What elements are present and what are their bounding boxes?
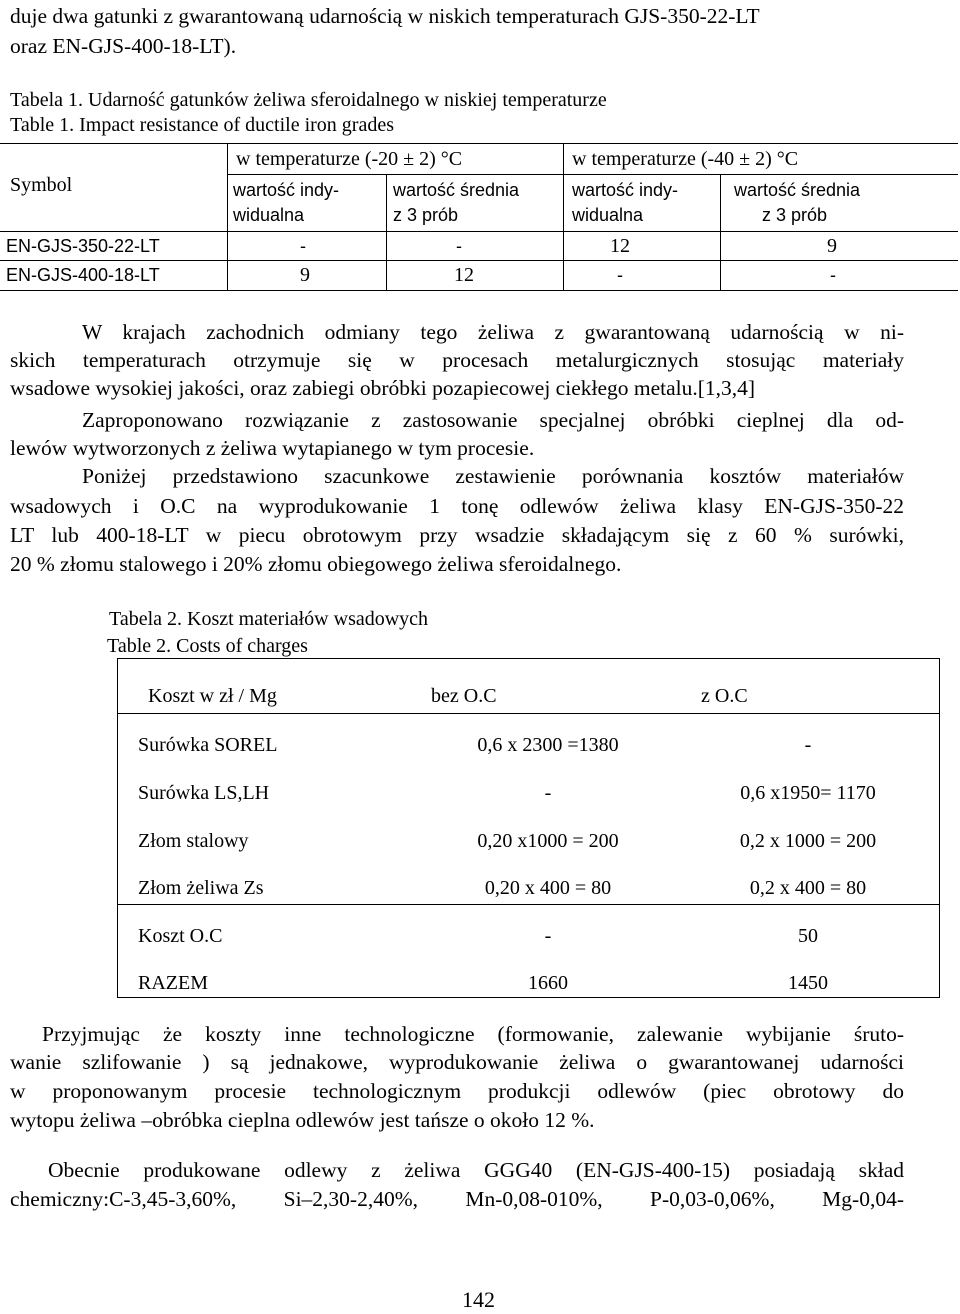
table2-row-4-with: 0,2 x 400 = 80 xyxy=(749,877,867,899)
table2-row-1-label: Surówka SOREL xyxy=(138,734,278,756)
table1-row-2-v1: 9 xyxy=(300,264,310,286)
table1-row-1-v4: 9 xyxy=(827,235,837,257)
para4-line-3: w proponowanym procesie technologicznym produkcji odlewów (piec obrotowy do xyxy=(10,1079,904,1103)
table2-row-5-without: - xyxy=(544,925,552,947)
table2-row-3-label: Złom stalowy xyxy=(138,830,249,852)
table2-row-2-label: Surówka LS,LH xyxy=(138,782,270,804)
table1-row-1-symbol: EN-GJS-350-22-LT xyxy=(6,236,160,256)
sub-header-individual-2: wartość indy- xyxy=(572,180,679,200)
para5-line-2: chemiczny:C-3,45-3,60%, Si–2,30-2,40%, Mn-0,08-010%, P-0,03-0,06%, Mg-0,04- xyxy=(10,1187,904,1211)
table2-header-cost: Koszt w zł / Mg xyxy=(148,685,277,707)
para3-line-4: 20 % złomu stalowego i 20% złomu obiegowego żeliwa sferoidalnego. xyxy=(10,552,622,576)
table2-row-1-without: 0,6 x 2300 =1380 xyxy=(477,734,619,756)
sub-header-average-2: wartość średnia xyxy=(734,180,861,200)
para5-line-1: Obecnie produkowane odlewy z żeliwa GGG40 (EN-GJS-400-15) posiadają skład xyxy=(48,1158,904,1182)
table2-caption-pl: Tabela 2. Koszt materiałów wsadowych xyxy=(109,608,429,630)
para3-line-1: Poniżej przedstawiono szacunkowe zestawienie porównania kosztów materiałów xyxy=(82,464,904,488)
table1-row-1-v1: - xyxy=(300,236,306,256)
para3-line-3: LT lub 400-18-LT w piecu obrotowym przy wsadzie składającym się z 60 % surówki, xyxy=(10,523,904,547)
table2-row-2-without: - xyxy=(544,782,552,804)
table1-row-2-v4: - xyxy=(830,265,836,285)
intro-line-1: duje dwa gatunki z gwarantowaną udarnością w niskich temperaturach GJS-350-22-LT xyxy=(10,4,760,28)
table1-row-1-v2: - xyxy=(456,236,462,256)
group-header-minus40: w temperaturze (-40 ± 2) °C xyxy=(572,148,799,170)
table2-row-3-without: 0,20 x1000 = 200 xyxy=(477,830,619,852)
sub-header-average-1: wartość średnia xyxy=(393,180,520,200)
para4-line-1: Przyjmując że koszty inne technologiczne (formowanie, zalewanie wybijanie śruto- xyxy=(42,1022,904,1046)
para2-line-1: Zaproponowano rozwiązanie z zastosowanie specjalnej obróbki cieplnej dla od- xyxy=(82,408,904,432)
table2-row-6-label: RAZEM xyxy=(138,972,208,994)
table2-row-3-with: 0,2 x 1000 = 200 xyxy=(739,830,877,852)
group-header-minus20: w temperaturze (-20 ± 2) °C xyxy=(236,148,463,170)
para4-line-2: wanie szlifowanie ) są jednakowe, wyprodukowanie żeliwa o gwarantowanej udarności xyxy=(10,1050,904,1074)
sub-header-individual-1-cont: widualna xyxy=(233,205,305,225)
table2-header-with-oc: z O.C xyxy=(701,685,748,707)
para2-line-2: lewów wytworzonych z żeliwa wytapianego w tym procesie. xyxy=(10,436,535,460)
symbol-header: Symbol xyxy=(10,174,73,196)
para1-line-3: wsadowe wysokiej jakości, oraz zabiegi obróbki pozapiecowej ciekłego metalu.[1,3,4] xyxy=(10,376,756,400)
sub-header-individual-1: wartość indy- xyxy=(233,180,340,200)
para3-line-2: wsadowych i O.C na wyprodukowanie 1 tonę odlewów żeliwa klasy EN-GJS-350-22 xyxy=(10,494,904,518)
table1-row-2-symbol: EN-GJS-400-18-LT xyxy=(6,265,160,285)
table1-row-1-v3: 12 xyxy=(610,235,630,257)
table2-row-6-without: 1660 xyxy=(528,972,568,994)
table2-row-2-with: 0,6 x1950= 1170 xyxy=(740,782,876,804)
table2-header-without-oc: bez O.C xyxy=(431,685,497,707)
para1-line-1: W krajach zachodnich odmiany tego żeliwa z gwarantowaną udarnością w ni- xyxy=(82,320,904,344)
table2-row-1-with: - xyxy=(804,734,812,756)
table1-caption-pl: Tabela 1. Udarność gatunków żeliwa sferoidalnego w niskiej temperaturze xyxy=(10,89,607,111)
table2-row-5-label: Koszt O.C xyxy=(138,925,223,947)
sub-header-individual-2-cont: widualna xyxy=(572,205,644,225)
para1-line-2: skich temperaturach otrzymuje się w procesach metalurgicznych stosując materiały xyxy=(10,348,904,372)
page-number: 142 xyxy=(462,1287,495,1312)
para4-line-4: wytopu żeliwa –obróbka cieplna odlewów jest tańsze o około 12 %. xyxy=(10,1108,595,1132)
sub-header-average-2-cont: z 3 prób xyxy=(762,205,828,225)
table2-row-4-label: Złom żeliwa Zs xyxy=(138,877,264,899)
table2-row-5-with: 50 xyxy=(798,925,818,947)
table2-row-4-without: 0,20 x 400 = 80 xyxy=(484,877,612,899)
table2-row-6-with: 1450 xyxy=(788,972,828,994)
sub-header-average-1-cont: z 3 prób xyxy=(393,205,459,225)
table1-caption-en: Table 1. Impact resistance of ductile iron grades xyxy=(10,114,395,136)
impact-resistance-table xyxy=(0,143,958,291)
table1-row-2-v2: 12 xyxy=(454,264,474,286)
table1-row-2-v3: - xyxy=(617,265,623,285)
charge-costs-table xyxy=(117,658,940,998)
intro-line-2: oraz EN-GJS-400-18-LT). xyxy=(10,34,237,58)
table2-caption-en: Table 2. Costs of charges xyxy=(107,635,308,657)
